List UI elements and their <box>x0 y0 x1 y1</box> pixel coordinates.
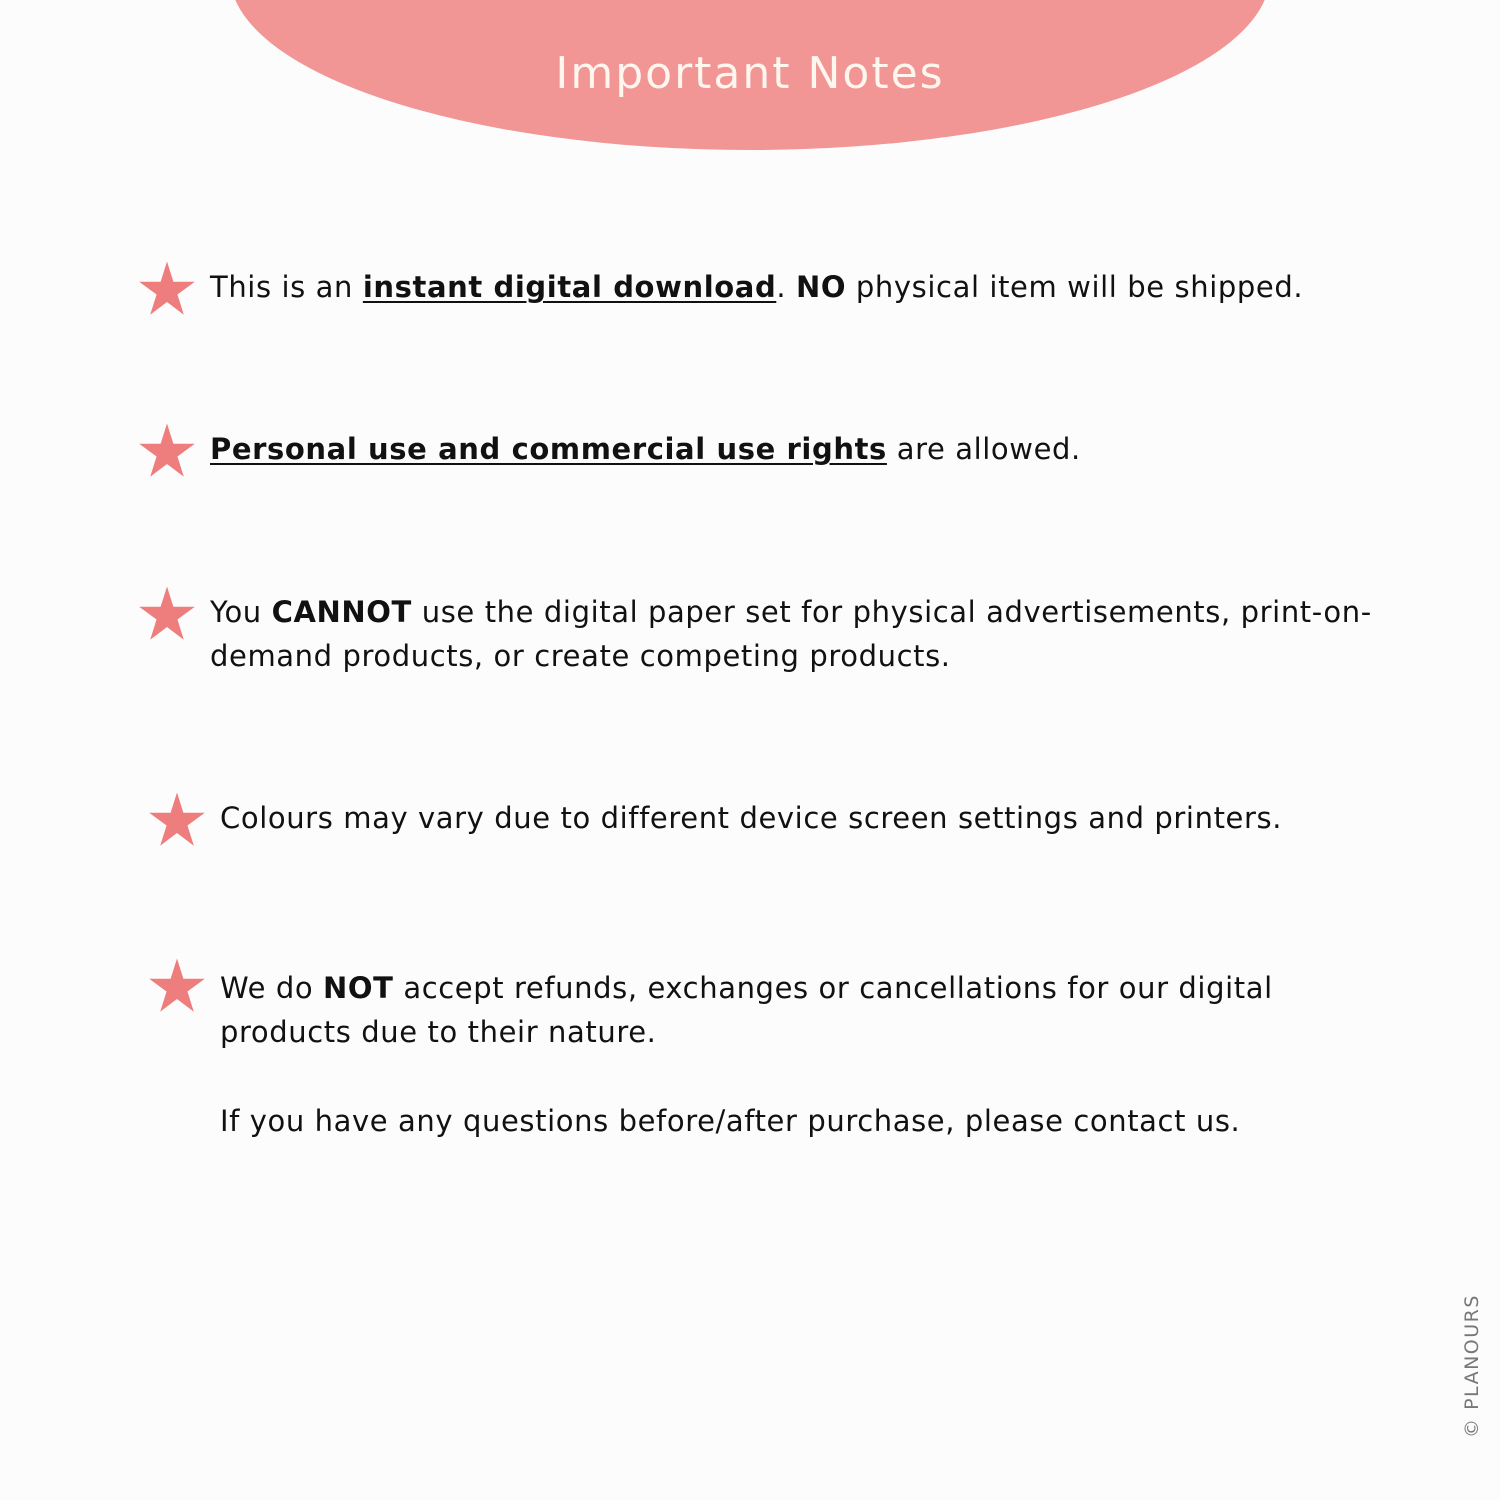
star-icon <box>148 792 206 848</box>
note-text: physical item will be shipped. <box>846 270 1304 304</box>
note-text: . <box>776 270 787 304</box>
page-title: Important Notes <box>555 48 945 99</box>
star-icon <box>138 423 196 479</box>
note-colours: Colours may vary due to different device screen settings and printers. <box>220 801 1283 835</box>
instant-download-link[interactable]: instant digital download <box>362 270 777 304</box>
note-text: accept refunds, exchanges or cancellations for our digital <box>393 971 1273 1005</box>
note-text: This is an <box>210 270 363 304</box>
contact-note: If you have any questions before/after purchase, please contact us. <box>220 1104 1241 1138</box>
note-text: You <box>210 595 272 629</box>
note-text: are allowed. <box>886 432 1081 466</box>
note-refunds-line1 <box>220 966 1273 1010</box>
star-icon <box>138 261 196 317</box>
note-usage-rights <box>210 427 1081 471</box>
note-restrictions-line2: demand products, or create competing products. <box>210 639 951 673</box>
star-icon <box>138 586 196 642</box>
note-text: We do <box>220 971 324 1005</box>
note-instant-download <box>210 265 1303 309</box>
star-icon <box>148 958 206 1014</box>
note-text: use the digital paper set for physical advertisements, print-on- <box>411 595 1372 629</box>
note-restrictions-line1 <box>210 590 1372 634</box>
note-refunds-line2: products due to their nature. <box>220 1015 657 1049</box>
usage-rights-link[interactable]: Personal use and commercial use rights <box>210 432 887 466</box>
copyright-footer: © PLANOURS <box>1461 1294 1483 1438</box>
note-emphasis: CANNOT <box>271 595 412 629</box>
note-emphasis: NOT <box>323 971 394 1005</box>
note-emphasis: NO <box>795 270 847 304</box>
